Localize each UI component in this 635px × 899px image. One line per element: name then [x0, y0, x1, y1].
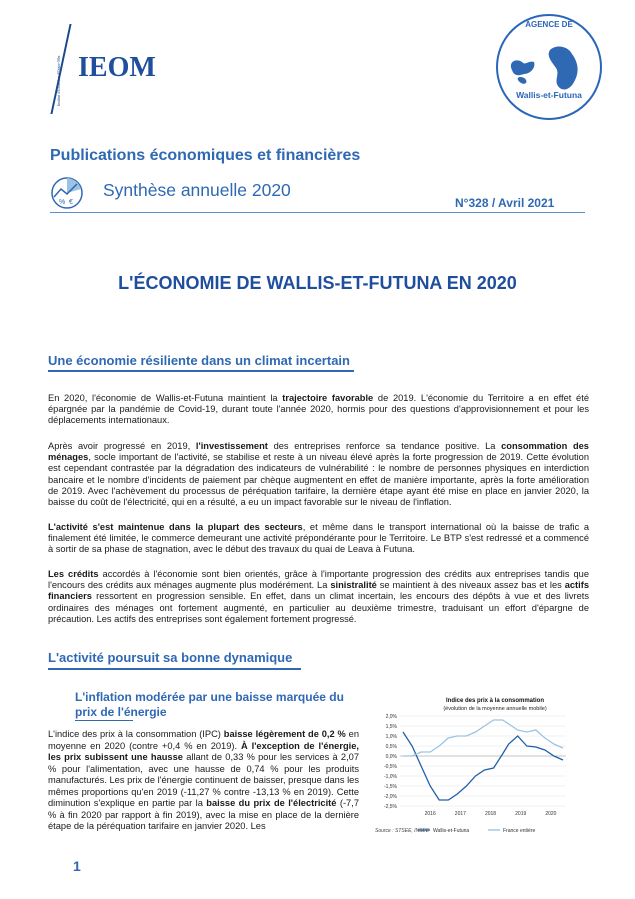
section-heading-1: Une économie résiliente dans un climat incertain — [48, 353, 350, 368]
y-tick-label: -2,5% — [383, 804, 397, 810]
agency-label-bottom: Wallis-et-Futuna — [516, 90, 582, 100]
paragraph — [48, 729, 359, 833]
text-run: en moyenne en 2020 (contre +0,4 % en 2019). — [48, 729, 359, 751]
y-tick-label: -1,0% — [383, 774, 397, 780]
y-tick-label: 2,0% — [385, 714, 397, 720]
chart-subtitle: (évolution de la moyenne annuelle mobile) — [443, 706, 547, 712]
bold-text: baisse légèrement de 0,2 % — [223, 729, 346, 739]
page-title: L'ÉCONOMIE DE WALLIS-ET-FUTUNA EN 2020 — [118, 273, 517, 293]
text-run: allant de 0,33 % pour les services à 2,07 % pour l'alimentation, avec une hausse de 0,74 % pour les produits manufacturés. Les prix de l'énergie continuent de baisser, presque dans les mêmes proportions qu'en 2019 (-11,27 % contre -13,13 % en 2019). Cette diminution s'explique en partie par la — [48, 752, 359, 808]
paragraph — [48, 393, 589, 427]
y-tick-label: -2,0% — [383, 794, 397, 800]
text-run: En 2020, l'économie de Wallis-et-Futuna maintient la — [48, 393, 283, 403]
text-run: , et même dans le transport international où la baisse de trafic a finalement été limitée, le commerce demeurant une activité prépondérante pour le Territoire. Le BTP s'est redressé et a commencé à sortir de sa phase de stagnation, avec le début des travaux du quai de Leava à Futuna. — [48, 522, 590, 555]
text-run: accordés à l'économie sont bien orientés, grâce à l'importante progression des crédits aux entreprises tandis que l'encours des crédits aux ménages augmente plus modérément. La — [48, 569, 590, 591]
ieom-logo: IEOM — [78, 52, 156, 83]
y-tick-label: 1,0% — [385, 734, 397, 740]
bold-text: l'investissement — [195, 441, 268, 451]
bold-text: sinistralité — [330, 580, 377, 591]
chart-source: Source : STSEE, INSEE — [375, 828, 430, 834]
agency-label-top: AGENCE DE — [525, 20, 573, 29]
x-tick-label: 2020 — [545, 811, 557, 817]
bold-text: actifs financiers — [48, 580, 589, 602]
paragraph — [48, 522, 589, 556]
paragraph — [48, 569, 589, 625]
section-heading-2: L'activité poursuit sa bonne dynamique — [48, 650, 293, 665]
text-run: se maintient à des niveaux assez bas et les — [376, 580, 565, 591]
bold-text: trajectoire favorable — [282, 393, 374, 403]
x-tick-label: 2016 — [424, 811, 436, 817]
y-tick-label: 1,5% — [385, 724, 397, 730]
issue-number: N°328 / Avril 2021 — [455, 196, 555, 210]
page-number: 1 — [73, 858, 81, 874]
bold-text: baisse du prix de l'électricité — [206, 798, 337, 808]
y-tick-label: -1,5% — [383, 784, 397, 790]
paragraph — [48, 441, 589, 508]
synthesis-icon — [47, 175, 87, 211]
y-tick-label: 0,5% — [385, 744, 397, 750]
publication-title: Publications économiques et financières — [50, 147, 361, 164]
section-underline-1 — [48, 370, 354, 372]
synthesis-title: Synthèse annuelle 2020 — [103, 180, 291, 200]
svg-text:%: % — [59, 199, 66, 206]
text-run: (-7,7 % à fin 2020 par rapport à fin 2019), avec la mise en place de la dernière étape de la péréquation tarifaire en janvier 2020. Les — [48, 798, 359, 831]
x-tick-label: 2018 — [484, 811, 497, 817]
text-run: L'indice des prix à la consommation (IPC) — [48, 729, 224, 739]
subsection-underline — [75, 720, 133, 721]
logo-subtitle: Institut d'Émission d'Outre-Mer — [56, 55, 61, 106]
y-tick-label: -0,5% — [383, 764, 397, 770]
header-divider — [50, 212, 585, 213]
bold-text: L'activité s'est maintenue dans la plupart des secteurs — [48, 522, 303, 532]
bold-text: À l'exception de l'énergie, les prix subissent une hausse — [48, 740, 359, 762]
svg-text:€: € — [69, 199, 73, 206]
legend-label: France entière — [503, 828, 536, 834]
bold-text: consommation des ménages — [48, 441, 589, 463]
text-run: de 2019. L'économie du Territoire a en effet été épargnée par la pandémie de Covid-19, durant toute l'année 2020, hormis pour des questions d'approvisionnement et pour les déplacements internationaux. — [48, 393, 589, 426]
x-tick-label: 2017 — [454, 811, 466, 817]
section-underline-2 — [48, 668, 301, 670]
x-tick-label: 2019 — [515, 811, 527, 817]
text-run: ressortent en progression sensible. En effet, dans un climat incertain, les encours des dépôts à vue et des livrets ordinaires des ménages ont fortement augmenté, en particulier au deuxième trimestre, traduisant un effort d'épargne de précaution. Les actifs des entreprises sont également fortement progressé. — [48, 591, 589, 624]
bold-text: Les crédits — [48, 569, 99, 579]
chart-title: Indice des prix à la consommation — [445, 698, 545, 704]
inflation-line-chart — [370, 712, 580, 840]
legend-label: Wallis-et-Futuna — [433, 828, 470, 834]
subsection-heading: L'inflation modérée par une baisse marquée du prix de l'énergie — [75, 690, 344, 719]
text-run: , socle important de l'activité, se stabilise et reste à un niveau élevé après la forte progression de 2019. Cette évolution est cependant contrastée par la dégradation des indicateurs de vulnérabilité : le nombre de personnes physiques en interdiction bancaire et le nombre d'incidents de paiement par chèque augmentent en effet de manière importante, après la forte amélioration de 2019. Avec l'achèvement du processus de péréquation tarifaire, la dernière étape ayant été mise en place en janvier 2020, la baisse du coût de l'électricité, qui en a résulté, a eu un impact favorable sur le niveau de l'inflation. — [48, 452, 589, 508]
series-line — [403, 720, 563, 756]
text-run: des entreprises renforce sa tendance positive. La — [267, 441, 502, 451]
text-run: Après avoir progressé en 2019, — [48, 441, 196, 451]
y-tick-label: 0,0% — [385, 754, 397, 760]
